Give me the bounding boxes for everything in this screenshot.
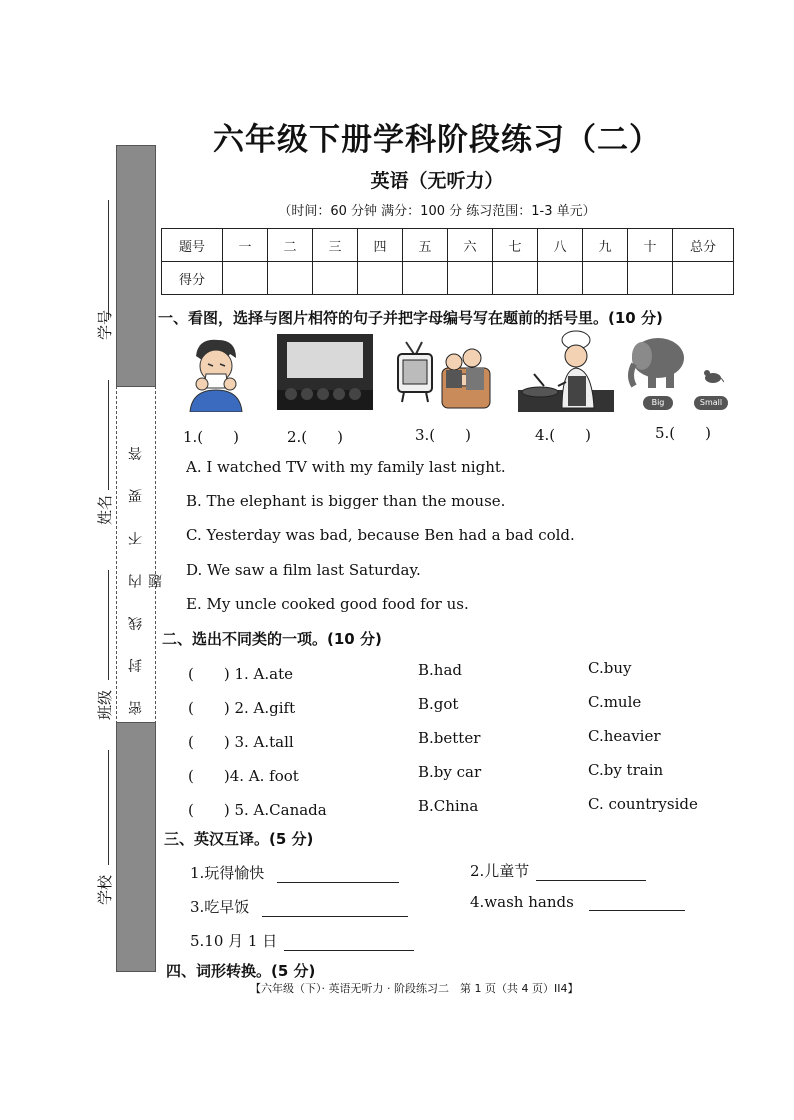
table-cell: 四 [358,229,403,262]
table-cell: 一 [223,229,268,262]
score-cell[interactable] [268,262,313,295]
section-2-heading: 二、选出不同类的一项。(10 分) [162,630,382,648]
question-row-3[interactable]: ( ) 3. A.tall [188,733,294,751]
score-cell[interactable] [223,262,268,295]
choice-b-1: B.had [418,661,462,679]
table-cell: 十 [628,229,673,262]
option-b: B. The elephant is bigger than the mouse. [186,492,506,510]
picture-number-5[interactable]: 5.( ) [655,424,712,442]
option-d: D. We saw a film last Saturday. [186,561,421,579]
table-cell: 五 [403,229,448,262]
answer-blank-3[interactable] [262,916,408,917]
mouse-icon [702,368,724,384]
class-label: 班级 [96,689,114,720]
answer-blank-2[interactable] [536,880,646,881]
table-cell: 三 [313,229,358,262]
school-label: 学校 [96,874,114,905]
translate-item-2 [470,860,646,881]
choice-b-3: B.better [418,729,481,747]
question-row-1[interactable]: ( ) 1. A.ate [188,665,294,683]
table-cell: 七 [493,229,538,262]
choice-b-5: B.China [418,797,479,815]
translate-item-5 [190,930,414,951]
page-title: 六年级下册学科阶段练习（二） [213,122,661,158]
page-subtitle: 英语（无听力） [370,170,504,192]
picture-number-3[interactable]: 3.( ) [415,426,472,444]
score-cell[interactable] [403,262,448,295]
translate-item-1-label: 1.玩得愉快 [190,864,265,882]
family-tv-icon [394,340,494,412]
name-label: 姓名 [96,494,114,525]
table-cell: 九 [583,229,628,262]
picture-number-2[interactable]: 2.( ) [287,428,344,446]
elephant-mouse-icon [628,334,688,390]
translate-item-5-label: 5.10 月 1 日 [190,932,278,950]
option-e: E. My uncle cooked good food for us. [186,595,469,613]
choice-b-4: B.by car [418,763,482,781]
table-cell: 得分 [162,262,223,295]
student-no-label: 学号 [96,309,114,340]
translate-item-3-label: 3.吃早饭 [190,898,250,916]
question-row-2[interactable]: ( ) 2. A.gift [188,699,296,717]
picture-number-1[interactable]: 1.( ) [183,428,240,446]
school-line [108,750,109,865]
question-row-5[interactable]: ( ) 5. A.Canada [188,801,327,819]
exam-info: （时间：60 分钟 满分：100 分 练习范围：1-3 单元） [278,204,596,219]
choice-c-3: C.heavier [588,727,661,745]
name-line [108,380,109,490]
choice-c-2: C.mule [588,693,642,711]
score-table-header-row [162,229,734,262]
option-a: A. I watched TV with my family last night. [186,458,506,476]
table-cell: 八 [538,229,583,262]
score-cell[interactable] [673,262,734,295]
big-label: Big [643,396,673,410]
translate-item-4 [470,893,685,911]
translate-item-2-label: 2.儿童节 [470,862,530,880]
table-cell: 六 [448,229,493,262]
table-cell: 二 [268,229,313,262]
choice-b-2: B.got [418,695,459,713]
score-cell[interactable] [448,262,493,295]
score-table [161,228,734,295]
page-footer: 【六年级（下）· 英语无听力 · 阶段练习二 第 1 页（共 4 页）II4】 [250,982,579,995]
score-table-score-row [162,262,734,295]
score-cell[interactable] [628,262,673,295]
seal-line-text: 密 封 线 内 不 要 答 题 [128,434,164,716]
cooking-icon [518,330,614,412]
answer-blank-1[interactable] [277,882,399,883]
question-row-4[interactable]: ( )4. A. foot [188,767,299,785]
choice-c-1: C.buy [588,659,632,677]
table-cell: 总分 [673,229,734,262]
score-cell[interactable] [313,262,358,295]
choice-c-5: C. countryside [588,795,698,813]
translate-item-4-label: 4.wash hands [470,893,574,911]
class-line [108,570,109,680]
score-cell[interactable] [493,262,538,295]
section-4-heading: 四、词形转换。(5 分) [166,962,316,980]
score-cell[interactable] [358,262,403,295]
sick-boy-icon [178,334,248,412]
section-1-heading: 一、看图，选择与图片相符的句子并把字母编号写在题前的括号里。(10 分) [158,309,663,327]
choice-c-4: C.by train [588,761,664,779]
table-cell: 题号 [162,229,223,262]
picture-number-4[interactable]: 4.( ) [535,426,592,444]
cinema-icon [277,334,373,410]
answer-blank-5[interactable] [284,950,414,951]
small-label: Small [694,396,728,410]
section-3-heading: 三、英汉互译。(5 分) [164,830,314,848]
score-cell[interactable] [538,262,583,295]
score-cell[interactable] [583,262,628,295]
binding-strip-bottom [116,722,156,972]
option-c: C. Yesterday was bad, because Ben had a bad cold. [186,526,575,544]
answer-blank-4[interactable] [589,910,685,911]
translate-item-3 [190,896,408,917]
translate-item-1 [190,862,399,883]
